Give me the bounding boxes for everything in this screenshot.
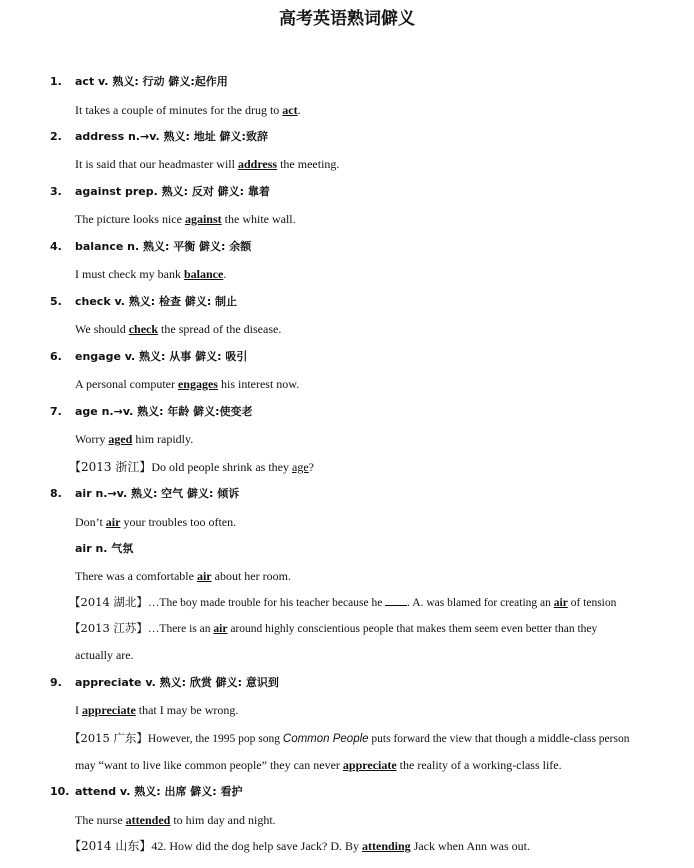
text-segment: the reality of a working-class life. [396,758,562,772]
text-segment: age [292,460,309,474]
entry-8-exam-example-1 [69,594,616,611]
text-segment: 【2014 湖北】 [69,595,148,609]
entry-8-example [75,514,236,530]
text-segment: address n.→v. 熟义: 地址 僻义:致辞 [75,130,268,143]
text-segment: It is said that our headmaster will [75,157,238,171]
text-segment: may “want to live like common people” they can never [75,758,343,772]
text-segment: I [75,703,82,717]
text-segment: …The boy made trouble for his teacher because he [147,597,386,609]
text-segment: attending [362,839,411,853]
text-segment: the white wall. [221,212,296,226]
entry-10-example [75,812,276,828]
text-segment: 【2015 广东】 [69,731,148,745]
text-segment: However, the 1995 pop song [147,733,283,745]
text-segment: . [223,267,227,281]
text-segment: 【2013 江苏】 [69,621,148,635]
entry-7-exam-example [69,459,314,475]
text-segment: …There is an [147,623,214,635]
entry-3-example [75,211,296,227]
text-segment: 8. [50,487,62,500]
text-segment: appreciate v. 熟义: 欣赏 僻义: 意识到 [75,676,279,689]
answer-blank [385,595,407,606]
text-segment: engages [177,377,218,391]
page-title: 高考英语熟词僻义 [279,9,415,29]
text-segment: 【2013 浙江】 [69,460,152,474]
text-segment: aged [108,432,133,446]
text-segment: to him day and night. [170,813,276,827]
text-segment: your troubles too often. [120,515,237,529]
text-segment: 2. [50,130,62,143]
text-segment: A personal computer [75,377,178,391]
text-segment: around highly conscientious people that makes them seem even better than they [227,623,598,635]
text-segment: the meeting. [277,157,340,171]
text-segment: attend v. 熟义: 出席 僻义: 看护 [75,785,243,798]
text-segment: . [297,103,301,117]
entry-8-sub-heading: air n. 气氛 [75,542,134,555]
text-segment: ? [308,460,314,474]
text-segment: engage v. 熟义: 从事 僻义: 吸引 [75,350,248,363]
text-segment: against [184,212,222,226]
text-segment: the spread of the disease. [158,322,282,336]
text-segment: puts forward the view that though a middle-class person [368,733,630,745]
text-segment: 1. [50,75,62,88]
text-segment: act [282,103,298,117]
text-segment: against prep. 熟义: 反对 僻义: 靠着 [75,185,270,198]
text-segment: of tension [567,597,617,609]
text-segment: It takes a couple of minutes for the drug to [75,103,283,117]
text-segment: 42. How did the dog help save Jack? D. By [151,839,362,853]
text-segment: address [237,157,278,171]
text-segment: 6. [50,350,62,363]
text-segment: Common People [282,733,369,745]
text-segment: 10. [50,785,70,798]
text-segment: check v. 熟义: 检查 僻义: 制止 [75,295,238,308]
entry-8-exam-example-2 [69,620,597,637]
text-segment: . A. was blamed for creating an [407,597,554,609]
entry-8-sub-example [75,568,291,584]
text-segment: air [196,569,212,583]
text-segment: Do old people shrink as they [151,460,293,474]
text-segment: him rapidly. [132,432,194,446]
text-segment: about her room. [211,569,291,583]
entry-9-example [75,702,238,718]
text-segment: 9. [50,676,62,689]
entry-4-example [75,266,226,282]
entry-1-example [75,102,301,118]
text-segment: balance n. 熟义: 平衡 僻义: 余额 [75,240,252,253]
text-segment: The picture looks nice [75,212,185,226]
text-segment: balance [183,267,224,281]
text-segment: air [553,597,568,609]
text-segment: I must check my bank [75,267,184,281]
entry-6-example [75,376,299,392]
entry-heading-text: act v. 熟义: 行动 僻义:起作用 [75,75,228,88]
text-segment: 5. [50,295,62,308]
text-segment: attended [125,813,171,827]
text-segment: appreciate [82,703,136,717]
text-segment: Worry [75,432,109,446]
text-segment: that I may be wrong. [135,703,239,717]
text-segment: 7. [50,405,62,418]
text-segment: Jack when Ann was out. [410,839,531,853]
text-segment: 4. [50,240,62,253]
text-segment: check [128,322,159,336]
text-segment: air [105,515,121,529]
text-segment: age n.→v. 熟义: 年龄 僻义:使变老 [75,405,253,418]
entry-8-exam-example-2-cont: actually are. [75,648,134,662]
text-segment: air [213,623,228,635]
entry-10-exam-example [69,838,530,854]
entry-2-example [75,156,339,172]
text-segment: Don’t [75,515,106,529]
text-segment: There was a comfortable [75,569,197,583]
text-segment: 【2014 山东】 [69,839,152,853]
entry-5-example [75,321,281,337]
text-segment: We should [75,322,129,336]
entry-9-exam-example-cont [75,757,562,773]
entry-7-example [75,431,193,447]
text-segment: appreciate [342,758,397,772]
entry-9-exam-example [69,730,629,747]
text-segment: his interest now. [217,377,300,391]
text-segment: air n.→v. 熟义: 空气 僻义: 倾诉 [75,487,240,500]
text-segment: The nurse [75,813,126,827]
text-segment: 3. [50,185,62,198]
